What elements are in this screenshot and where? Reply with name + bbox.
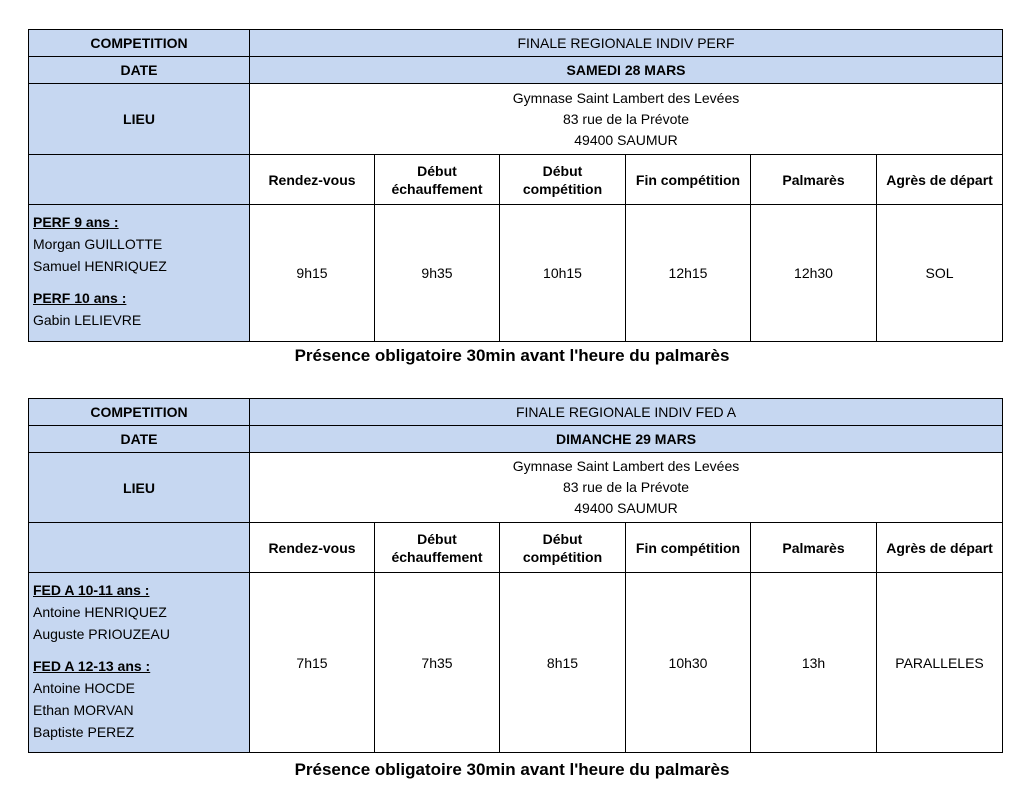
- col-agres-depart: Agrès de départ: [877, 523, 1003, 573]
- lieu-row: [29, 453, 1003, 523]
- agres-depart: PARALLELES: [877, 573, 1003, 753]
- time-debut-echauffement: 7h35: [375, 573, 500, 753]
- time-debut-competition: 10h15: [500, 205, 626, 342]
- col-debut-competition: Début compétition: [500, 155, 626, 205]
- schedule-row: [29, 573, 1003, 753]
- time-fin-competition: 12h15: [626, 205, 751, 342]
- header-blank: [29, 155, 250, 205]
- lieu-city: 49400 SAUMUR: [574, 500, 678, 516]
- competition-name: FINALE REGIONALE INDIV PERF: [250, 30, 1003, 57]
- competition-label: COMPETITION: [29, 399, 250, 426]
- date-value: SAMEDI 28 MARS: [250, 57, 1003, 84]
- competition-name: FINALE REGIONALE INDIV FED A: [250, 399, 1003, 426]
- participants-cell: [29, 573, 250, 753]
- lieu-venue: Gymnase Saint Lambert des Levées: [512, 89, 740, 106]
- header-blank: [29, 523, 250, 573]
- participant-name: Ethan MORVAN: [33, 702, 134, 718]
- participant-name: Antoine HOCDE: [33, 680, 135, 696]
- participant-name: Samuel HENRIQUEZ: [33, 258, 167, 274]
- participant-name: Morgan GUILLOTTE: [33, 236, 163, 252]
- group-spacer: [33, 277, 245, 287]
- attendance-note: Présence obligatoire 30min avant l'heure du palmarès: [294, 346, 730, 365]
- time-palmares: 12h30: [751, 205, 877, 342]
- col-debut-competition: Début compétition: [500, 523, 626, 573]
- competition-row: [29, 399, 1003, 426]
- date-value: DIMANCHE 29 MARS: [250, 426, 1003, 453]
- participants-cell: [29, 205, 250, 342]
- schedule-row: [29, 205, 1003, 342]
- group-title: PERF 10 ans :: [33, 290, 127, 306]
- lieu-label: LIEU: [29, 453, 250, 523]
- participant-name: Antoine HENRIQUEZ: [33, 604, 167, 620]
- group-title: PERF 9 ans :: [33, 214, 119, 230]
- time-debut-competition: 8h15: [500, 573, 626, 753]
- competition-label: COMPETITION: [29, 30, 250, 57]
- lieu-value: [250, 453, 1003, 523]
- lieu-label: LIEU: [29, 84, 250, 155]
- agres-depart: SOL: [877, 205, 1003, 342]
- column-header-row: [29, 523, 1003, 573]
- col-agres-depart: Agrès de départ: [877, 155, 1003, 205]
- participant-name: Gabin LELIEVRE: [33, 312, 142, 328]
- group-title: FED A 10-11 ans :: [33, 582, 150, 598]
- col-rendez-vous: Rendez-vous: [250, 155, 375, 205]
- lieu-street: 83 rue de la Prévote: [562, 110, 690, 127]
- lieu-row: [29, 84, 1003, 155]
- col-rendez-vous: Rendez-vous: [250, 523, 375, 573]
- time-rendez-vous: 9h15: [250, 205, 375, 342]
- lieu-venue: Gymnase Saint Lambert des Levées: [512, 458, 740, 474]
- date-label: DATE: [29, 426, 250, 453]
- col-palmares: Palmarès: [751, 523, 877, 573]
- time-palmares: 13h: [751, 573, 877, 753]
- participant-name: Auguste PRIOUZEAU: [33, 626, 170, 642]
- participant-name: Baptiste PEREZ: [33, 724, 135, 740]
- date-label: DATE: [29, 57, 250, 84]
- lieu-street: 83 rue de la Prévote: [562, 479, 690, 495]
- time-rendez-vous: 7h15: [250, 573, 375, 753]
- group-spacer: [33, 645, 245, 655]
- date-row: [29, 57, 1003, 84]
- col-fin-competition: Fin compétition: [626, 155, 751, 205]
- col-palmares: Palmarès: [751, 155, 877, 205]
- schedule-table-fed-a: [28, 398, 1003, 753]
- col-debut-echauffement: Début échauffement: [375, 523, 500, 573]
- time-fin-competition: 10h30: [626, 573, 751, 753]
- column-header-row: [29, 155, 1003, 205]
- time-debut-echauffement: 9h35: [375, 205, 500, 342]
- lieu-city: 49400 SAUMUR: [574, 131, 678, 148]
- col-debut-echauffement: Début échauffement: [375, 155, 500, 205]
- group-title: FED A 12-13 ans :: [33, 658, 151, 674]
- competition-row: [29, 30, 1003, 57]
- date-row: [29, 426, 1003, 453]
- lieu-value: [250, 84, 1003, 155]
- attendance-note: Présence obligatoire 30min avant l'heure du palmarès: [294, 760, 730, 779]
- schedule-table-perf: [28, 29, 1003, 342]
- col-fin-competition: Fin compétition: [626, 523, 751, 573]
